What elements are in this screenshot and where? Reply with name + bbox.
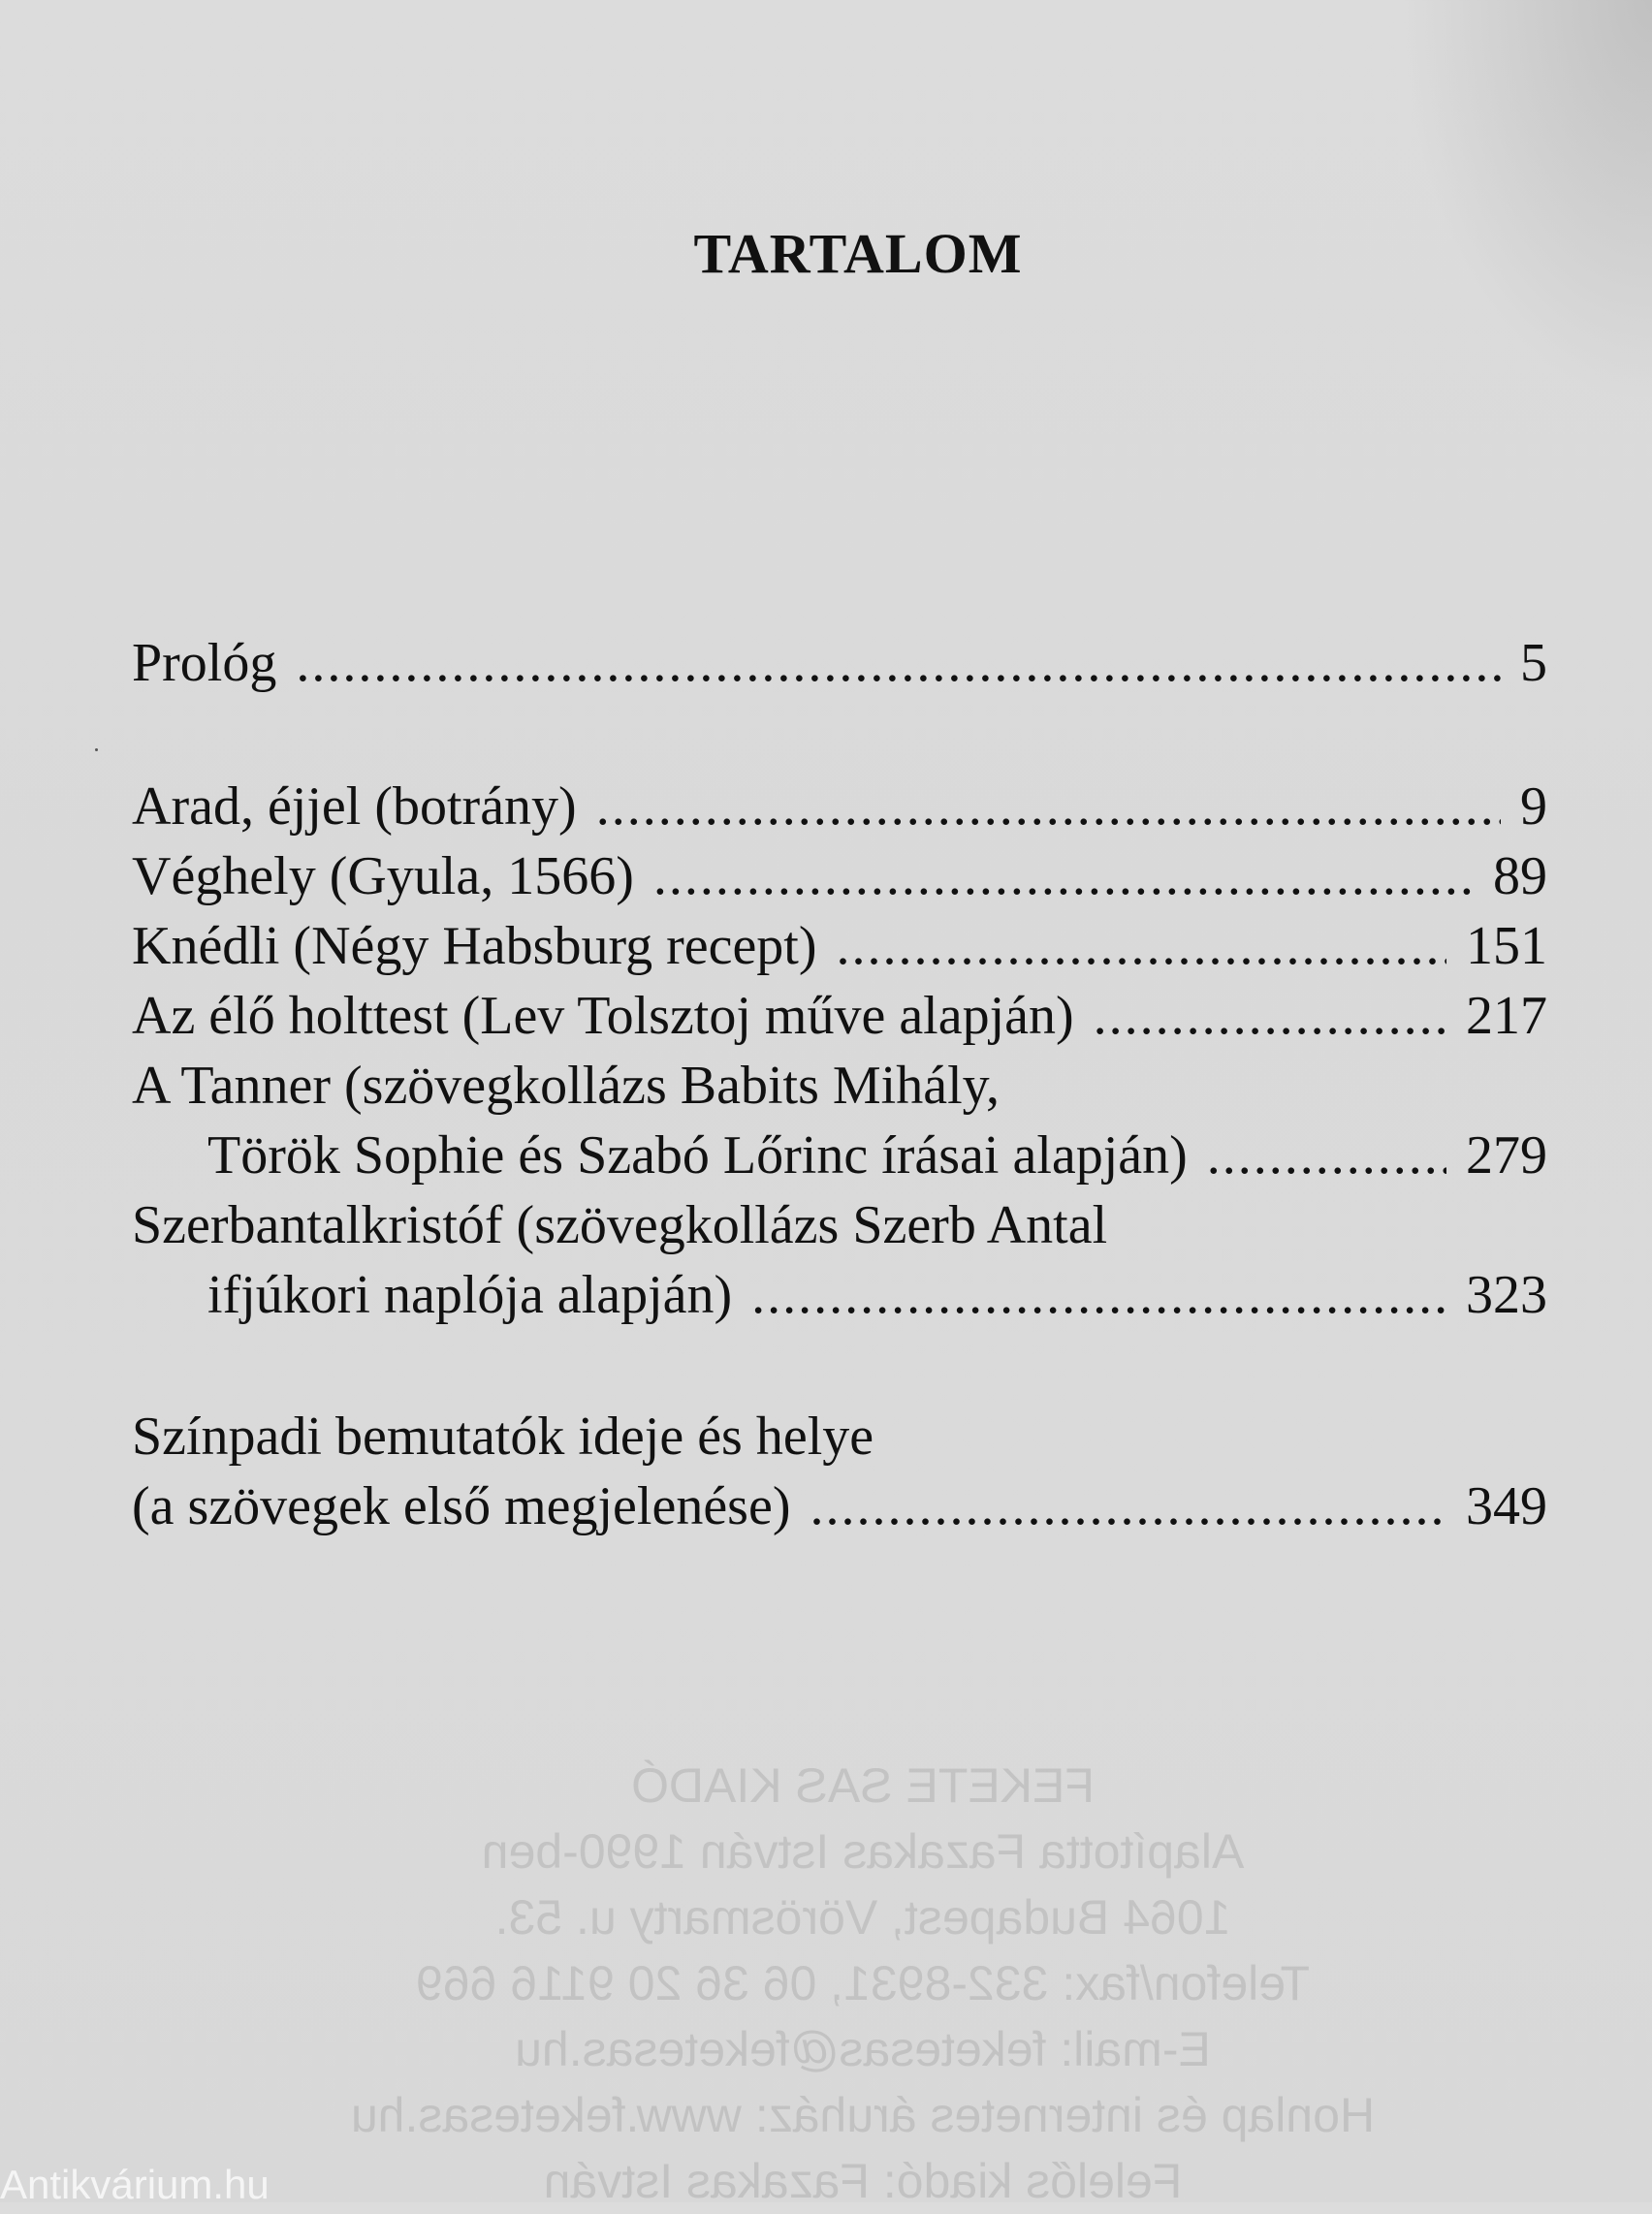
dot-leader xyxy=(751,1260,1446,1330)
toc-entry-prolog xyxy=(132,628,1547,698)
toc-entry-title: Az élő holttest (Lev Tolsztoj műve alapján) xyxy=(132,986,1074,1046)
toc-entry-title: Török Sophie és Szabó Lőrinc írásai alapján) xyxy=(207,1125,1188,1186)
toc-entry-page: 279 xyxy=(1466,1125,1547,1186)
toc-entry-tanner xyxy=(132,1121,1547,1190)
toc-entry-page: 5 xyxy=(1520,633,1547,693)
toc-appendix-block xyxy=(132,1402,1547,1541)
dot-leader xyxy=(1207,1121,1446,1190)
toc-entry-szerbantalkristof xyxy=(132,1260,1547,1330)
toc-entry-bemutatok-line1: Színpadi bemutatók ideje és helye xyxy=(132,1407,874,1467)
bleed-through-line: Felelős kiadó: Fazakas István xyxy=(543,2154,1183,2208)
toc-entry-elo-holttest xyxy=(132,981,1547,1051)
toc-entry-page: 89 xyxy=(1493,846,1547,906)
bleed-through-line: Alapította Fazakas István 1990-ben xyxy=(481,1824,1245,1879)
toc-entry-arad xyxy=(132,772,1547,841)
toc-entry-page: 323 xyxy=(1466,1265,1547,1325)
page-corner-shadow xyxy=(1400,0,1652,407)
dot-leader xyxy=(653,841,1474,911)
toc-entry-page: 349 xyxy=(1466,1476,1547,1536)
toc-plays-block xyxy=(132,772,1547,1330)
bleed-through-line: Telefon/fax: 332-8931, 06 36 20 9116 669 xyxy=(415,1956,1311,2010)
toc-title: TARTALOM xyxy=(693,222,1023,285)
dot-leader xyxy=(296,628,1501,698)
toc-entry-title: Véghely (Gyula, 1566) xyxy=(132,846,634,906)
toc-entry-szerbantal-line1: Szerbantalkristóf (szövegkollázs Szerb Antal xyxy=(132,1195,1108,1255)
toc-entry-page: 9 xyxy=(1520,776,1547,837)
bleed-through-line: Honlap és internetes áruház: www.feketesas.hu xyxy=(350,2088,1376,2142)
dot-leader xyxy=(1094,981,1446,1051)
site-watermark: Antikvárium.hu xyxy=(0,2162,270,2207)
toc-prolog-block xyxy=(132,628,1547,698)
toc-entry-page: 151 xyxy=(1466,916,1547,976)
toc-entry-title: Arad, éjjel (botrány) xyxy=(132,776,577,837)
dot-leader xyxy=(837,911,1446,981)
bleed-through-line: E-mail: feketesas@feketesas.hu xyxy=(515,2022,1211,2076)
dot-leader xyxy=(596,772,1501,841)
toc-entry-knedli xyxy=(132,911,1547,981)
toc-entry-title: (a szövegek első megjelenése) xyxy=(132,1476,791,1536)
toc-entry-title: Prológ xyxy=(132,633,277,693)
paper-speck xyxy=(95,748,98,751)
toc-entry-bemutatok xyxy=(132,1471,1547,1541)
bleed-through-line: 1064 Budapest, Vörösmarty u. 53. xyxy=(494,1890,1231,1945)
toc-entry-veghely xyxy=(132,841,1547,911)
toc-entry-tanner-line1: A Tanner (szövegkollázs Babits Mihály, xyxy=(132,1056,1001,1116)
dot-leader xyxy=(810,1471,1446,1541)
toc-entry-page: 217 xyxy=(1466,986,1547,1046)
toc-entry-title: ifjúkori naplója alapján) xyxy=(207,1265,733,1325)
bleed-through-colophon xyxy=(0,1753,1652,2214)
bleed-through-line: FEKETE SAS KIADÓ xyxy=(631,1758,1095,1813)
toc-entry-title: Knédli (Négy Habsburg recept) xyxy=(132,916,817,976)
